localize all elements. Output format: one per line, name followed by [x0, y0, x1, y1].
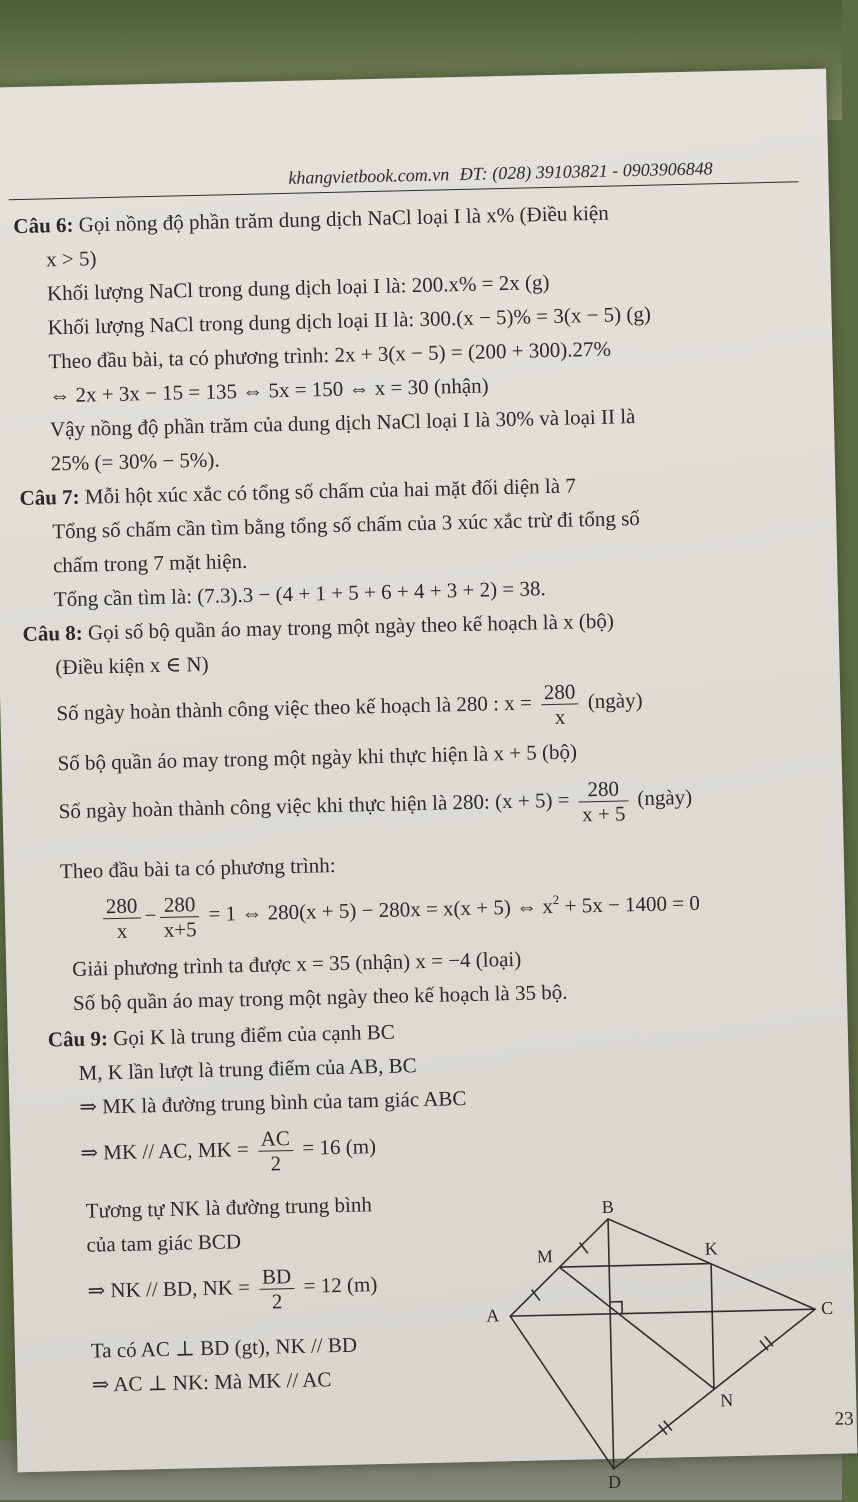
cau9-line-3: ⇒ MK là đường trung bình của tam giác ABC: [79, 1086, 467, 1119]
fraction-numerator: 280: [543, 679, 576, 704]
cau8-line-7: Giải phương trình ta được x = 35 (nhận) x = −4 (loại): [71, 946, 522, 981]
cau7-text-1: Mỗi hột xúc xắc có tổng số chấm của hai mặt đối diện là 7: [84, 473, 577, 509]
cau6-line-2: x > 5): [45, 246, 97, 272]
quadrilateral-abcd: [508, 1214, 819, 1471]
cau9-line-2: M, K lần lượt là trung điểm của AB, BC: [78, 1053, 417, 1085]
fraction-280-over-x: [541, 679, 580, 729]
fraction-denominator: x+5: [160, 916, 199, 942]
cau9-line-4: [80, 1121, 377, 1179]
cau8-line-4: Số bộ quần áo may trong một ngày khi thực hiện là x + 5 (bộ): [57, 739, 578, 776]
label-k: K: [704, 1238, 718, 1259]
cau6-line-8: 25% (= 30% − 5%).: [50, 447, 220, 476]
cau8-line-5: [58, 772, 693, 838]
fraction-numerator: AC: [260, 1125, 291, 1151]
cau8-l5-text: Số ngày hoàn thành công việc khi thực hiện là 280: (x + 5) =: [58, 787, 570, 824]
eq-tail: + 5x − 1400 = 0: [564, 890, 701, 918]
cau8-l5-unit: (ngày): [637, 784, 693, 811]
fraction-numerator: 280: [105, 893, 138, 918]
segment-mn: [559, 1264, 714, 1392]
eq-minus: −: [144, 903, 157, 928]
cau6-line-6: ⇔ 2x + 3x − 15 = 135 ⇔ 5x = 150 ⇔ x = 30 (nhận): [48, 373, 489, 408]
tick-cn-2: [765, 1336, 773, 1346]
cau6-line-7: Vậy nồng độ phần trăm của dung dịch NaCl loại I là 30% và loại II là: [49, 404, 636, 442]
cau9-l7-value: = 12 (m): [303, 1272, 378, 1298]
tick-nd-1: [659, 1425, 667, 1435]
cau6-line-5: Theo đầu bài, ta có phương trình: 2x + 3(x − 5) = (200 + 300).27%: [48, 336, 612, 374]
cau7-line-4: Tổng cần tìm là: (7.3).3 − (4 + 1 + 5 + 6 + 4 + 3 + 2) = 38.: [53, 576, 546, 612]
cau9-text-1: Gọi K là trung điểm của cạnh BC: [112, 1019, 396, 1051]
cau9-line-5: Tương tự NK là đường trung bình: [85, 1192, 373, 1223]
cau6-line-4: Khối lượng NaCl trong dung dịch loại II là: 300.(x − 5)% = 3(x − 5) (g): [47, 301, 652, 340]
cau9-l4-value: = 16 (m): [302, 1134, 377, 1160]
label-b: B: [601, 1196, 615, 1218]
fraction-ac-over-2: [257, 1126, 293, 1176]
cau8-l3-text: Số ngày hoàn thành công việc theo kế hoạch là 280 : x =: [56, 690, 533, 726]
cau9-line-8: Ta có AC ⊥ BD (gt), NK // BD: [90, 1332, 358, 1363]
cau8-line-1: [22, 608, 614, 647]
segment-kn: [711, 1264, 714, 1389]
fraction-numerator: 280: [163, 891, 196, 917]
fraction-bd-over-2: [259, 1264, 295, 1314]
cau9-label: Câu 9:: [47, 1026, 109, 1052]
cau8-equation: [98, 878, 700, 945]
fraction-denominator: x: [103, 917, 141, 943]
quadrilateral-figure: [478, 1194, 844, 1492]
cau8-line-6: Theo đầu bài ta có phương trình:: [59, 852, 336, 884]
cau9-line-7: [87, 1259, 378, 1317]
cau6-line-3: Khối lượng NaCl trong dung dịch loại I là: 200.x% = 2x (g): [46, 269, 550, 306]
fraction-denominator: 2: [259, 1288, 295, 1314]
diagonal-bd: [608, 1219, 614, 1469]
cau9-line-9: ⇒ AC ⊥ NK: Mà MK // AC: [91, 1367, 332, 1397]
cau8-text-1: Gọi số bộ quần áo may trong một ngày theo kế hoạch là x (bộ): [87, 608, 615, 645]
label-a: A: [485, 1305, 500, 1326]
segment-mk: [559, 1264, 711, 1267]
cau8-l3-unit: (ngày): [587, 687, 643, 714]
cau7-line-2: Tổng số chấm cần tìm bằng tổng số chấm của 3 xúc xắc trừ đi tổng số: [52, 505, 641, 544]
cau8-line-3: [56, 675, 643, 740]
header-site: khangvietbook.com.vn: [288, 164, 450, 188]
book-page: [0, 69, 857, 1492]
diagonal-ac: [510, 1309, 815, 1316]
cau7-label: Câu 7:: [19, 484, 80, 511]
cau9-l4-text: ⇒ MK // AC, MK =: [80, 1137, 249, 1165]
eq-rest: = 1 ⇔ 280(x + 5) − 280x = x(x + 5) ⇔ x: [208, 894, 554, 926]
eq-exponent: 2: [552, 891, 560, 908]
label-m: M: [536, 1246, 554, 1267]
fraction-numerator: BD: [261, 1263, 292, 1289]
cau8-line-8: Số bộ quần áo may trong một ngày theo kế hoạch là 35 bộ.: [72, 979, 568, 1015]
label-n: N: [719, 1390, 734, 1411]
fraction-numerator: 280: [587, 776, 620, 801]
fraction-280-over-x-plus-5: [578, 776, 628, 826]
eq-fraction-1: [103, 893, 142, 943]
eq-fraction-2: [160, 892, 200, 942]
fraction-denominator: x: [541, 703, 579, 729]
cau9-l7-text: ⇒ NK // BD, NK =: [87, 1275, 251, 1303]
cau8-line-2: (Điều kiện x ∈ N): [55, 651, 209, 680]
label-d: D: [607, 1471, 622, 1492]
cau6-label: Câu 6:: [13, 212, 74, 239]
cau8-label: Câu 8:: [22, 620, 83, 647]
cau9-line-6: của tam giác BCD: [86, 1229, 242, 1257]
page-number: 23: [834, 1408, 854, 1430]
cau9-line-1: [48, 1019, 396, 1053]
fraction-denominator: x + 5: [579, 800, 629, 826]
cau6-text-1: Gọi nồng độ phần trăm dung dịch NaCl loại I là x% (Điều kiện: [78, 200, 609, 237]
cau7-line-1: [19, 472, 576, 511]
cau6-line-1: [13, 200, 609, 240]
cau7-line-3: chấm trong 7 mặt hiện.: [52, 548, 248, 578]
header-contact: ĐT: (028) 39103821 - 0903906848: [459, 158, 713, 184]
fraction-denominator: 2: [258, 1150, 294, 1176]
label-c: C: [820, 1297, 834, 1319]
